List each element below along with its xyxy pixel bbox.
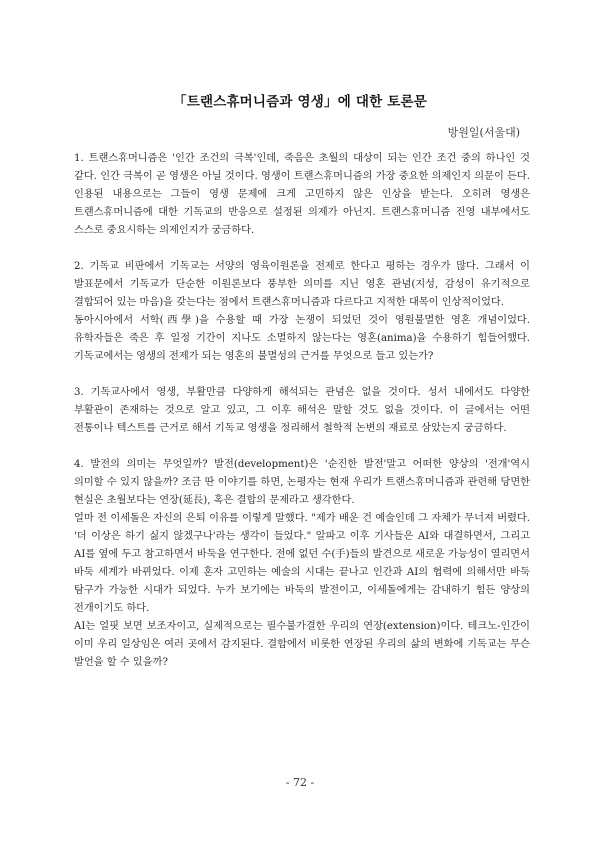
paragraph-4: [74, 456, 530, 672]
paragraph-text: 1. 트랜스휴머니즘은 '인간 조건의 극복'인데, 죽음은 초월의 대상이 되는 인간 조건 중의 하나인 것 같다. 인간 극복이 곧 영생은 아닐 것이다. 영생이 트랜스휴머니즘의 가장 중요한 의제인지 의문이 든다. 인용된 내용으로는 그들이 영생 문제에 크게 고민하지 않은 인상을 받는다. 오히려 영생은 트랜스휴머니즘에 대한 기독교의 반응으로 설정된 의제가 아닌지. 트랜스휴머니즘 진영 내부에서도 스스로 중요시하는 의제인지가 궁금하다.: [74, 153, 530, 236]
paragraph-text: AI는 얼핏 보면 보조자이고, 실제적으로는 필수불가결한 우리의 연장(extension)이다. 테크노-인간이 이미 우리 일상임은 여러 곳에서 감지된다. 결합에서 비롯한 연장된 우리의 삶의 변화에 기독교는 무슨 발언을 할 수 있을까?: [74, 621, 530, 668]
paragraph-text: 4. 발전의 의미는 무엇일까? 발전(development)은 '순진한 발전'말고 어떠한 양상의 '전개'역시 의미할 수 있지 않을까? 조금 딴 이야기를 하면, 논평자는 현재 우리가 트랜스휴머니즘과 관련해 당면한 현실은 초월보다는 연장(延長), 혹은 결합의 문제라고 생각한다.: [74, 459, 530, 506]
document-body: [74, 150, 530, 690]
paragraph-text: 동아시아에서 서학(西學)을 수용할 때 가장 논쟁이 되었던 것이 영원불멸한 영혼 개념이었다. 유학자들은 죽은 후 일정 기간이 지나도 소멸하지 않는다는 영혼(anima)을 수용하기 힘들어했다. 기독교에서는 영생의 전제가 되는 영혼의 불멸성의 근거를 무엇으로 들고 있는가?: [74, 315, 530, 362]
paragraph-text: 얼마 전 이세돌은 자신의 은퇴 이유를 이렇게 말했다. "제가 배운 건 예술인데 그 자체가 무너져 버렸다. '더 이상은 하기 싫지 않겠구나'라는 생각이 들었다." 알파고 이후 기사들은 AI와 대결하면서, 그리고 AI를 옆에 두고 참고하면서 바둑을 연구한다. 전에 없던 수(手)들의 발견으로 새로운 가능성이 열리면서 바둑 세계가 바뀌었다. 이제 혼자 고민하는 예술의 시대는 끝나고 인간과 AI의 협력에 의해서만 바둑 탐구가 가능한 시대가 되었다. 누가 보기에는 바둑의 발전이고, 이세돌에게는 감내하기 힘든 양상의 전개이기도 하다.: [74, 513, 530, 614]
paragraph-2: [74, 258, 530, 366]
author-line: 방원일(서울대): [447, 126, 520, 139]
page-number: - 72 -: [285, 776, 315, 789]
document-title: 「트랜스휴머니즘과 영생」에 대한 토론문: [173, 94, 427, 110]
paragraph-1: [74, 150, 530, 240]
paragraph-text: 2. 기독교 비판에서 기독교는 서양의 영육이원론을 전제로 한다고 평하는 경우가 많다. 그래서 이 발표문에서 기독교가 단순한 이원론보다 풍부한 의미를 지닌 영혼 관념(지성, 감성이 유기적으로 결합되어 있는 마음)을 갖는다는 점에서 트랜스휴머니즘과 다르다고 지적한 대목이 인상적이었다.: [74, 261, 530, 308]
paragraph-3: [74, 384, 530, 438]
paragraph-text: 3. 기독교사에서 영생, 부활만큼 다양하게 해석되는 관념은 없을 것이다. 성서 내에서도 다양한 부활관이 존재하는 것으로 알고 있고, 그 이후 해석은 말할 것도 없을 것이다. 이 글에서는 어떤 전통이나 텍스트를 근거로 해서 기독교 영생을 정리해서 철학적 논변의 재료로 삼았는지 궁금하다.: [74, 387, 530, 434]
